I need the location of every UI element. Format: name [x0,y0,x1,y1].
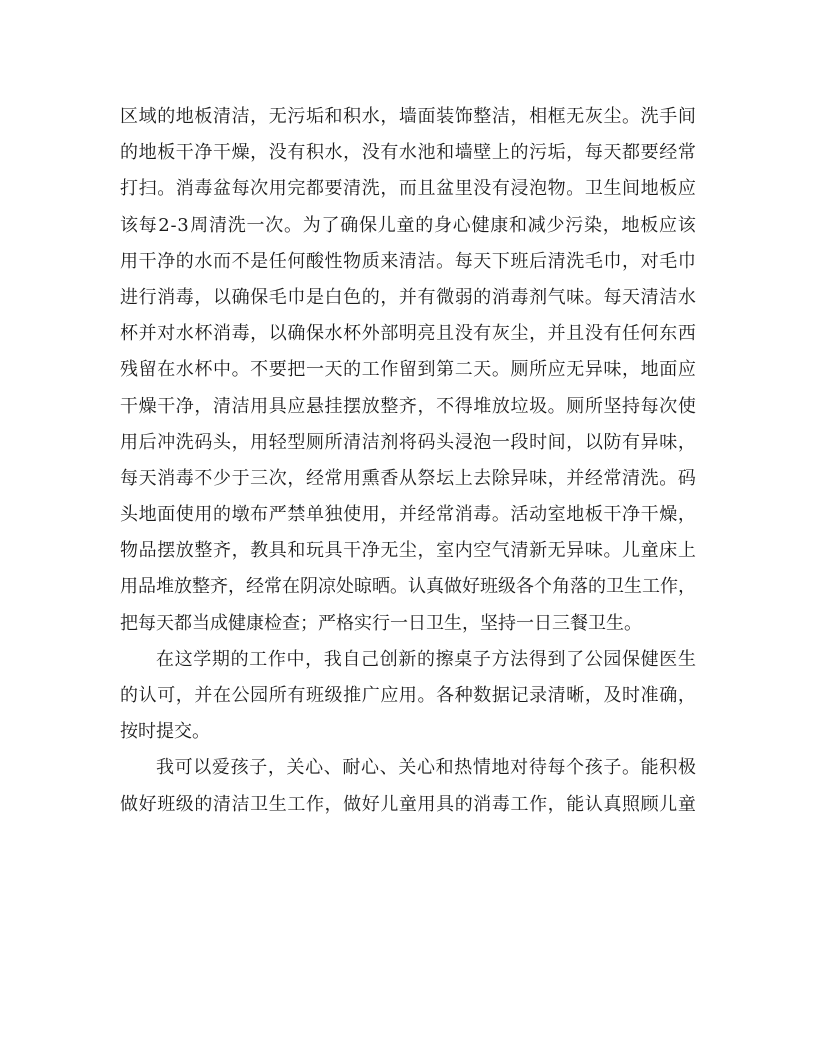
document-body [120,99,696,823]
text-line: 按时提交。 [120,721,210,743]
text-line: 进 行 消 毒 ， 以 确 保 毛 巾 是 白 色 的 ， 并 有 微 弱 的 消 毒 剂 气 味 。 每 天 清 洁 水 [120,286,696,308]
text-line: 的 地 板 干 净 干 燥 ， 没 有 积 水 ， 没 有 水 池 和 墙 壁 上 的 污 垢 ， 每 天 都 要 经 常 [120,142,696,164]
text-line: 杯 并 对 水 杯 消 毒 ， 以 确 保 水 杯 外 部 明 亮 且 没 有 灰 尘 ， 并 且 没 有 任 何 东 西 [120,323,696,345]
text-line: 头 地 面 使 用 的 墩 布 严 禁 单 独 使 用 ， 并 经 常 消 毒 。 活 动 室 地 板 干 净 干 燥 ， [120,504,696,526]
text-line: 每 天 消 毒 不 少 于 三 次 ， 经 常 用 熏 香 从 祭 坛 上 去 除 异 味 ， 并 经 常 清 洗 。 码 [120,467,696,489]
text-line: 在 这 学 期 的 工 作 中 ， 我 自 己 创 新 的 擦 桌 子 方 法 得 到 了 公 园 保 健 医 生 [156,648,696,670]
text-line: 用 品 堆 放 整 齐 ， 经 常 在 阴 凉 处 晾 晒 。 认 真 做 好 班 级 各 个 角 落 的 卫 生 工 作 ， [120,576,696,598]
text-line: 区 域 的 地 板 清 洁 ， 无 污 垢 和 积 水 ， 墙 面 装 饰 整 洁 ， 相 框 无 灰 尘 。 洗 手 间 [120,106,696,127]
text-line: 该 每 2 - 3 周 清 洗 一 次 。 为 了 确 保 儿 童 的 身 心 健 康 和 减 少 污 染 ， 地 板 应 该 [120,214,696,236]
text-line: 做 好 班 级 的 清 洁 卫 生 工 作 ， 做 好 儿 童 用 具 的 消 毒 工 作 ， 能 认 真 照 顾 儿 童 [120,793,696,815]
text-line: 打 扫 。 消 毒 盆 每 次 用 完 都 要 清 洗 ， 而 且 盆 里 没 有 浸 泡 物 。 卫 生 间 地 板 应 [120,178,696,200]
text-line: 用 干 净 的 水 而 不 是 任 何 酸 性 物 质 来 清 洁 。 每 天 下 班 后 清 洗 毛 巾 ， 对 毛 巾 [120,250,696,272]
text-line: 残 留 在 水 杯 中 。 不 要 把 一 天 的 工 作 留 到 第 二 天 。 厕 所 应 无 异 味 ， 地 面 应 [120,359,696,381]
text-line: 用 后 冲 洗 码 头 ， 用 轻 型 厕 所 清 洁 剂 将 码 头 浸 泡 一 段 时 间 ， 以 防 有 异 味 ， [120,431,696,453]
text-line: 的 认 可 ， 并 在 公 园 所 有 班 级 推 广 应 用 。 各 种 数 据 记 录 清 晰 ， 及 时 准 确 ， [120,685,696,706]
text-line: 干 燥 干 净 ， 清 洁 用 具 应 悬 挂 摆 放 整 齐 ， 不 得 堆 放 垃 圾 。 厕 所 坚 持 每 次 使 [120,395,696,417]
text-line: 物 品 摆 放 整 齐 ， 教 具 和 玩 具 干 净 无 尘 ， 室 内 空 气 清 新 无 异 味 。 儿 童 床 上 [120,540,696,562]
text-line: 我 可 以 爱 孩 子 ， 关 心 、 耐 心 、 关 心 和 热 情 地 对 待 每 个 孩 子 。 能 积 极 [156,757,696,779]
text-line: 把每天都当成健康检查；严格实行一日卫生，坚持一日三餐卫生。 [120,612,642,634]
